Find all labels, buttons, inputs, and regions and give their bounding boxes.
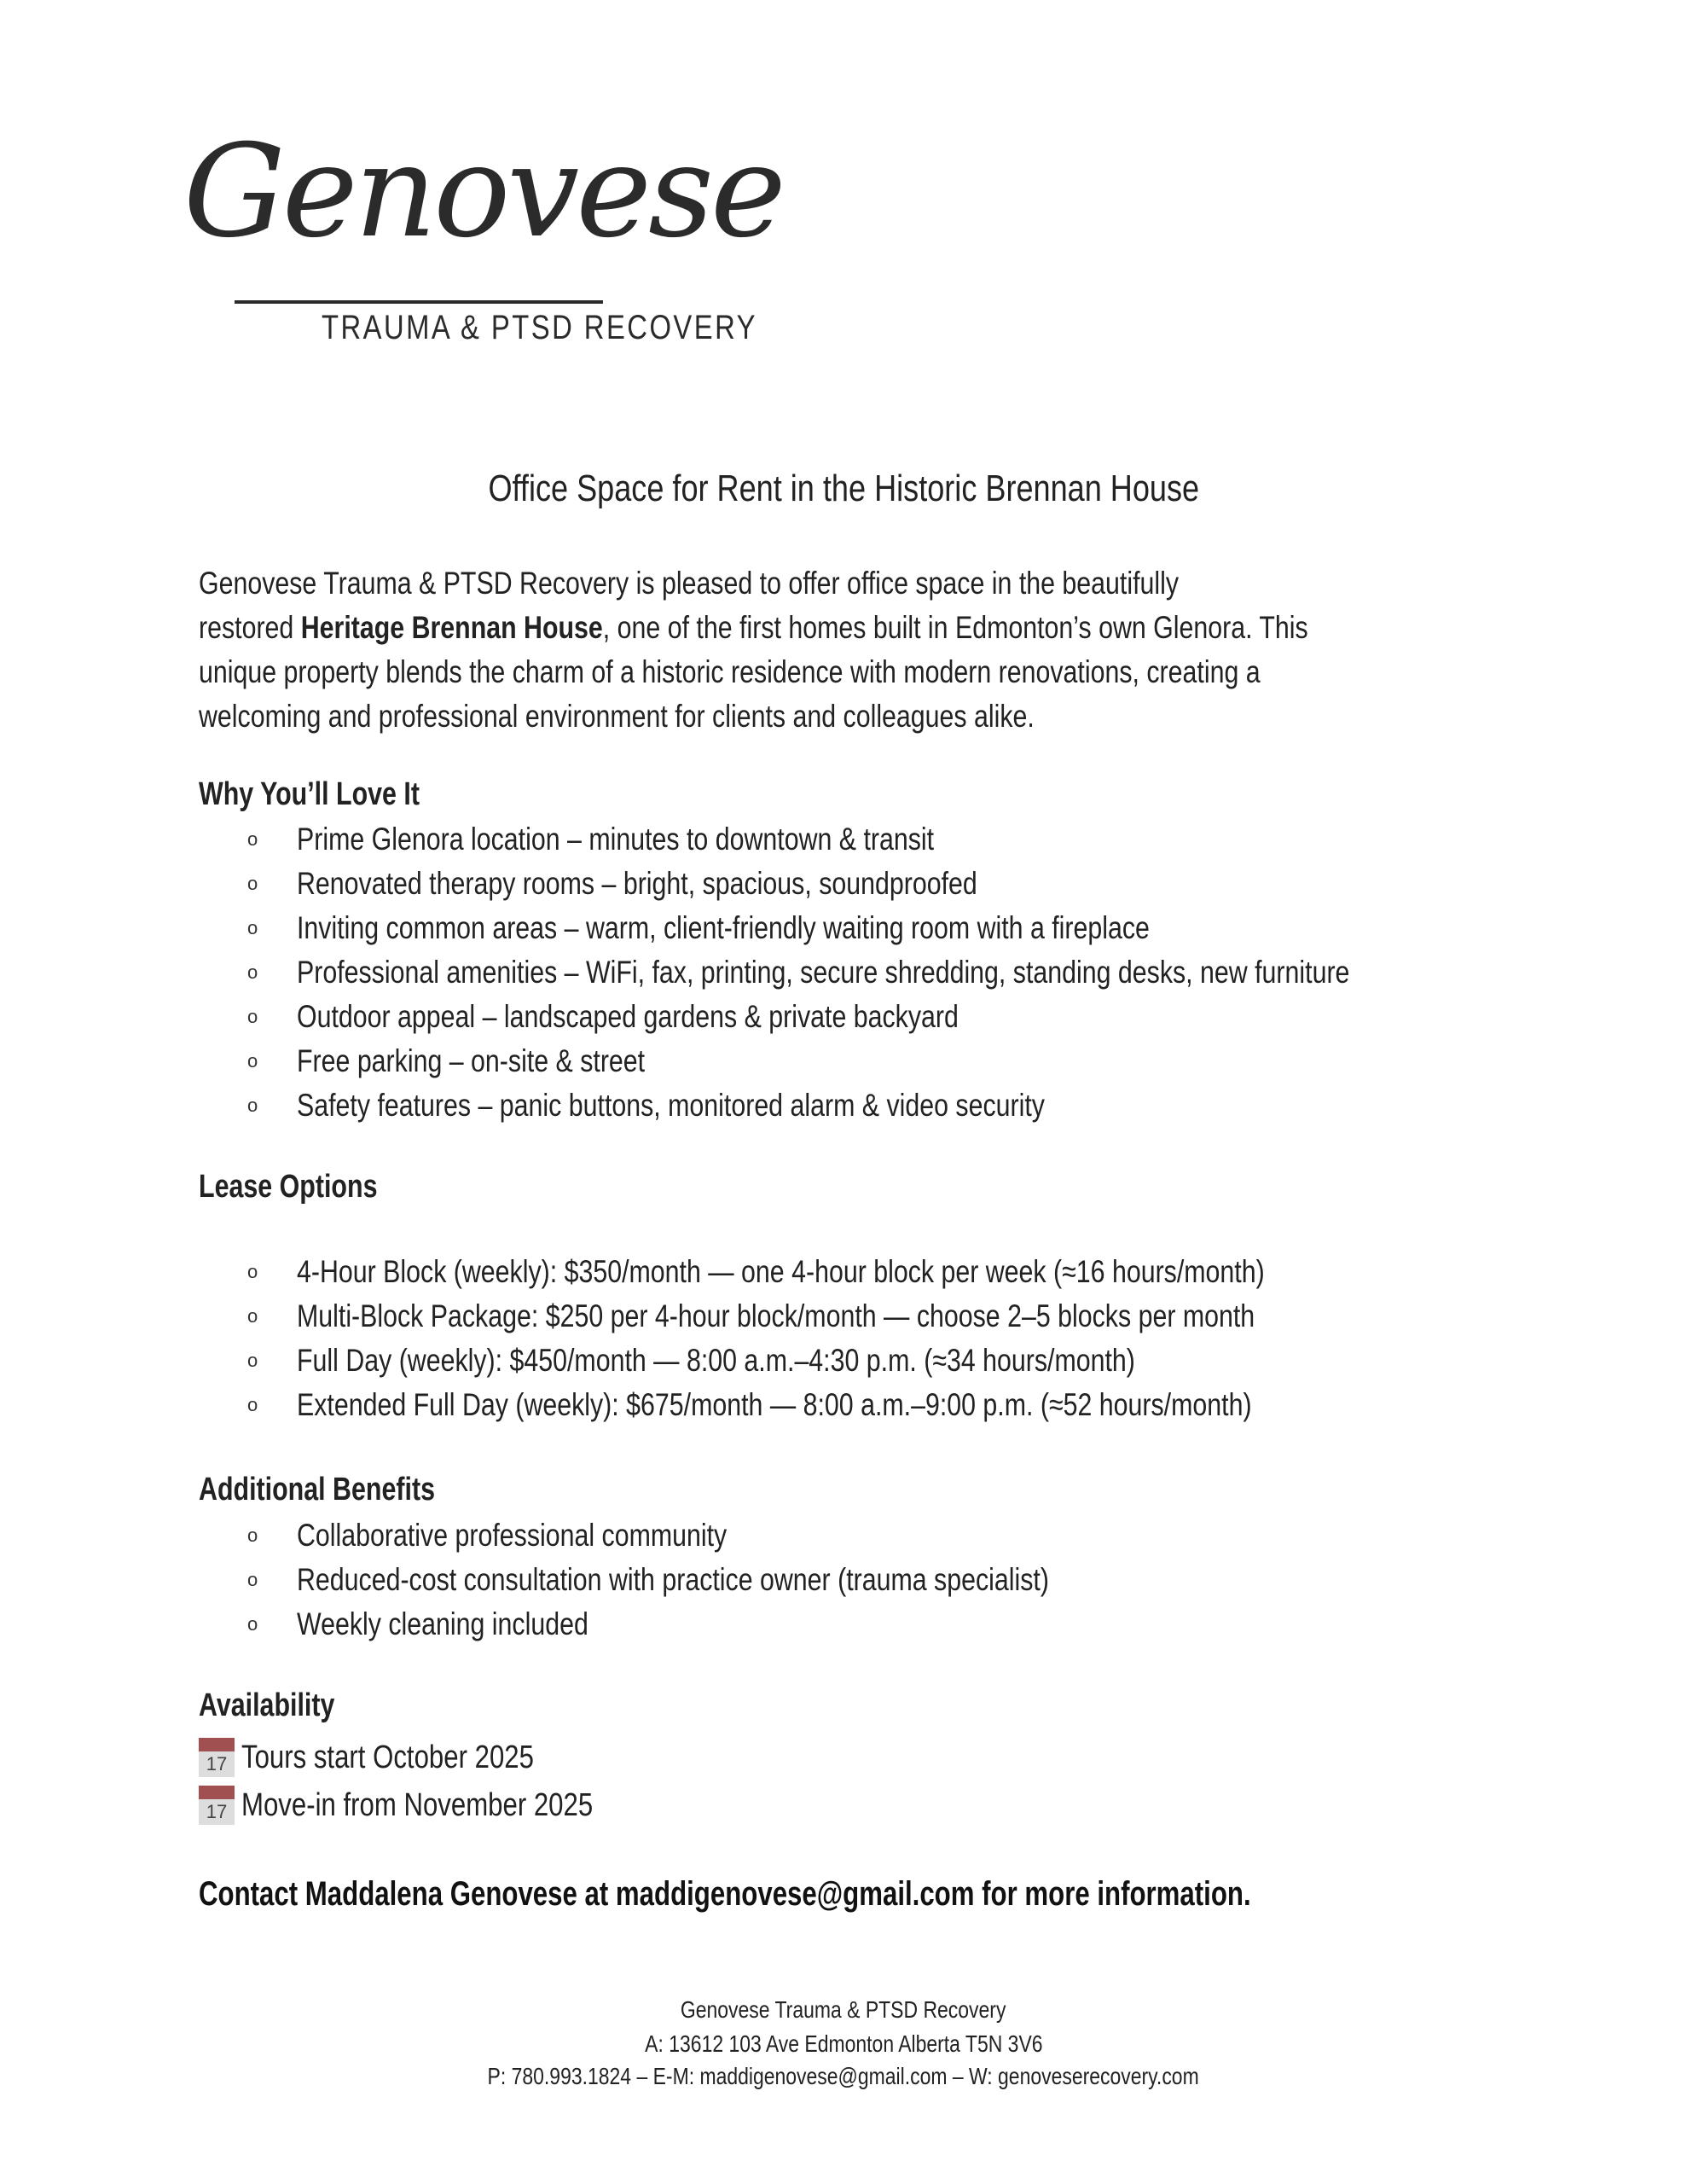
bullet-icon: o	[247, 1350, 258, 1371]
logo-script-wordmark: Genovese	[183, 118, 783, 266]
bullet-icon: o	[247, 1006, 258, 1027]
company-logo	[183, 118, 783, 350]
bullet-icon: o	[247, 828, 258, 850]
bullet-icon: o	[247, 961, 258, 983]
lease-heading: Lease Options	[199, 1169, 378, 1205]
footer-contact-info: P: 780.993.1824 – E-M: maddigenovese@gmail.com – W: genoveserecovery.com	[487, 2063, 1200, 2089]
bullet-icon: o	[247, 1613, 258, 1635]
benefits-heading: Additional Benefits	[199, 1472, 435, 1507]
calendar-icon: 17	[199, 1786, 235, 1825]
why-heading: Why You’ll Love It	[199, 776, 420, 812]
availability-item: 17 Move-in from November 2025	[199, 1781, 670, 1826]
bullet-icon: o	[247, 1569, 258, 1590]
calendar-icon: 17	[199, 1738, 235, 1777]
bullet-icon: o	[247, 917, 258, 938]
logo-subtitle: TRAUMA & PTSD RECOVERY	[322, 309, 757, 346]
bullet-icon: o	[247, 1261, 258, 1282]
logo-underline	[235, 300, 603, 304]
bullet-icon: o	[247, 1525, 258, 1546]
bullet-icon: o	[247, 1095, 258, 1116]
footer-address: A: 13612 103 Ave Edmonton Alberta T5N 3V6	[644, 2030, 1043, 2057]
availability-heading: Availability	[199, 1687, 335, 1723]
footer-company: Genovese Trauma & PTSD Recovery	[681, 1996, 1006, 2023]
bullet-icon: o	[247, 1394, 258, 1415]
bullet-icon: o	[247, 873, 258, 894]
availability-item: 17 Tours start October 2025	[199, 1734, 598, 1778]
heritage-house-name: Heritage Brennan House	[300, 610, 603, 645]
intro-paragraph: Genovese Trauma & PTSD Recovery is pleased to offer office space in the beautifully restored Heritage Brennan House, one of the first homes built in Edmonton’s own Glenora. This unique property blends the charm of a historic residence with modern renovations, creating a welcoming and professional environment for clients and colleagues alike.	[199, 566, 1308, 734]
document-title: Office Space for Rent in the Historic Brennan House	[488, 468, 1199, 509]
contact-line: Contact Maddalena Genovese at maddigenovese@gmail.com for more information.	[199, 1875, 1251, 1913]
bullet-icon: o	[247, 1305, 258, 1327]
bullet-icon: o	[247, 1050, 258, 1072]
